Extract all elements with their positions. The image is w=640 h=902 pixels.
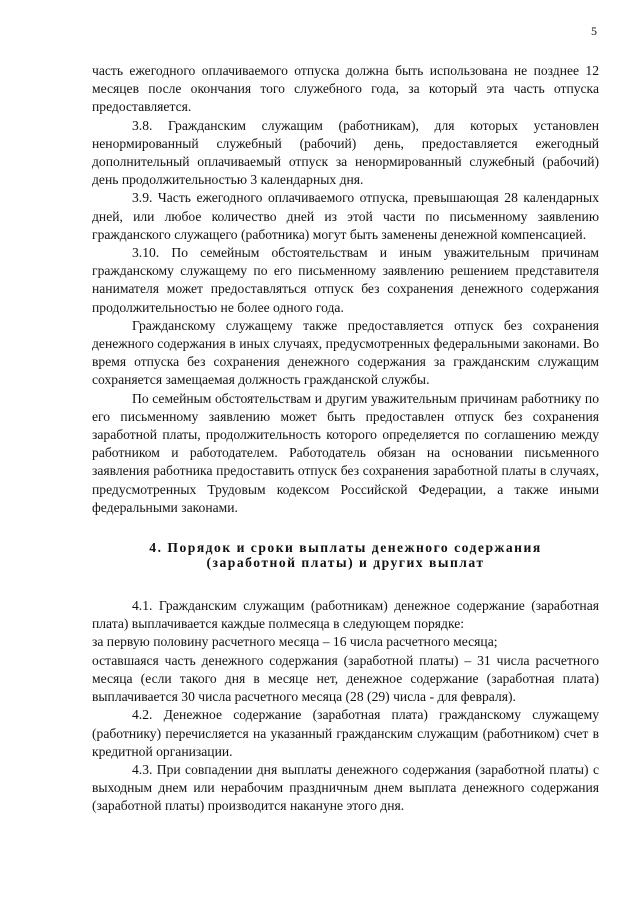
paragraph-unpaid-leave-worker: По семейным обстоятельствам и другим уважительным причинам работнику по его письменному заявлению может быть предоставлен отпуск без сохранения заработной платы, продолжительность которого определяется по соглашению между работником и работодателем. Работодатель обязан на основании письменного заявления работника предоставить отпуск без сохранения заработной платы в случаях, предусмотренных Трудовым кодексом Российской Федерации, а также иными федеральными законами. xyxy=(92,390,599,515)
paragraph-3-8: 3.8. Гражданским служащим (работникам), для которых установлен ненормированный служебный (рабочий) день, предоставляется ежегодный дополнительный оплачиваемый отпуск за ненормированный служебный (рабочий) день продолжительностью 3 календарных дня. xyxy=(92,117,599,188)
paragraph-4-1 xyxy=(92,597,599,706)
paragraph-unpaid-leave-civil: Гражданскому служащему также предоставляется отпуск без сохранения денежного содержания в иных случаях, предусмотренных федеральными законами. Во время отпуска без сохранения денежного содержания за гражданским служащим сохраняется замещаемая должность гражданской службы. xyxy=(92,317,599,388)
section-heading xyxy=(92,540,599,570)
paragraph-4-3: 4.3. При совпадении дня выплаты денежного содержания (заработной платы) с выходным днем или нерабочим праздничным днем выплата денежного содержания (заработной платы) производится накануне этого дня. xyxy=(92,761,599,814)
paragraph-vacation-deadline: часть ежегодного оплачиваемого отпуска должна быть использована не позднее 12 месяцев после окончания того служебного года, за который эта часть отпуска предоставляется. xyxy=(92,63,599,115)
paragraph-4-1-first-half: за первую половину расчетного месяца – 16 числа расчетного месяца; xyxy=(92,634,498,650)
paragraph-4-1-intro: 4.1. Гражданским служащим (работникам) денежное содержание (заработная плата) выплачивается каждые полмесяца в следующем порядке: xyxy=(92,598,599,632)
page-number: 5 xyxy=(591,24,597,38)
section-heading-line2: (заработной платы) и других выплат xyxy=(206,555,485,571)
paragraph-3-9: 3.9. Часть ежегодного оплачиваемого отпуска, превышающая 28 календарных дней, или любое количество дней из этой части по письменному заявлению гражданского служащего (работника) могут быть заменены денежной компенсацией. xyxy=(92,190,599,242)
document-body xyxy=(92,62,599,816)
paragraph-4-1-remaining: оставшаяся часть денежного содержания (заработной платы) – 31 числа расчетного месяца (если такого дня в месяце нет, денежное содержание (заработная плата) выплачивается 30 числа расчетного месяца (28 (29) числа - для февраля). xyxy=(92,652,599,705)
section-heading-line1: 4. Порядок и сроки выплаты денежного содержания xyxy=(149,540,542,556)
paragraph-4-2: 4.2. Денежное содержание (заработная плата) гражданскому служащему (работнику) перечисляется на указанный гражданским служащим (работником) счет в кредитной организации. xyxy=(92,707,599,759)
paragraph-3-10: 3.10. По семейным обстоятельствам и иным уважительным причинам гражданскому служащему по его письменному заявлению решением представителя нанимателя может предоставляться отпуск без сохранения денежного содержания продолжительностью не более одного года. xyxy=(92,245,599,315)
